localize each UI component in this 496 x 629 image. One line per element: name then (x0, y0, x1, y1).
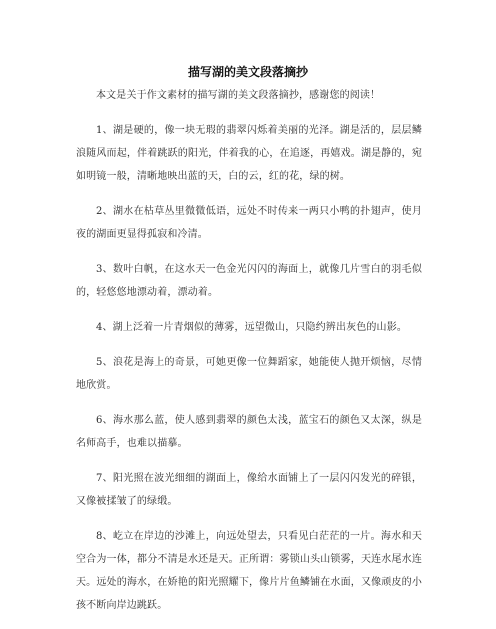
paragraph-1: 1、湖是硬的，像一块无瑕的翡翠闪烁着美丽的光泽。湖是活的，层层鳞浪随风而起，伴着跳跃的阳光，伴着我的心，在追逐，再嬉戏。湖是静的，宛如明镜一般，清晰地映出蓝的天，白的云，红的花，绿的树。 (76, 125, 422, 182)
paragraph-8: 8、屹立在岸边的沙滩上，向远处望去，只看见白茫茫的一片。海水和天空合为一体，都分不清是水还是天。正所谓：雾锁山头山锁雾，天连水尾水连天。远处的海水，在娇艳的阳光照耀下，像片片鱼鳞铺在水面，又像顽皮的小孩不断向岸边跳跃。 (76, 531, 422, 611)
intro-paragraph: 本文是关于作文素材的描写湖的美文段落摘抄，感谢您的阅读！ (96, 90, 381, 101)
paragraph-5: 5、浪花是海上的奇景，可她更像一位舞蹈家，她能使人抛开烦恼，尽情地欣赏。 (76, 357, 422, 391)
paragraph-2: 2、湖水在枯草丛里微微低语，远处不时传来一两只小鸭的扑翅声，使月夜的湖面更显得孤寂和冷清。 (76, 206, 422, 240)
paragraph-4: 4、湖上泛着一片青烟似的薄雾，远望微山，只隐约辨出灰色的山影。 (96, 322, 408, 333)
paragraph-7: 7、阳光照在波光细细的湖面上，像给水面铺上了一层闪闪发光的碎银，又像被揉皱了的绿缎。 (76, 473, 422, 507)
paragraph-3: 3、数叶白帆，在这水天一色金光闪闪的海面上，就像几片雪白的羽毛似的，轻悠悠地漂动着，漂动着。 (76, 264, 422, 298)
paragraph-6: 6、海水那么蓝，使人感到翡翠的颜色太浅，蓝宝石的颜色又太深，纵是名师高手，也难以描摹。 (76, 415, 422, 449)
document-title: 描写湖的美文段落摘抄 (187, 65, 308, 79)
document-body (76, 84, 422, 629)
